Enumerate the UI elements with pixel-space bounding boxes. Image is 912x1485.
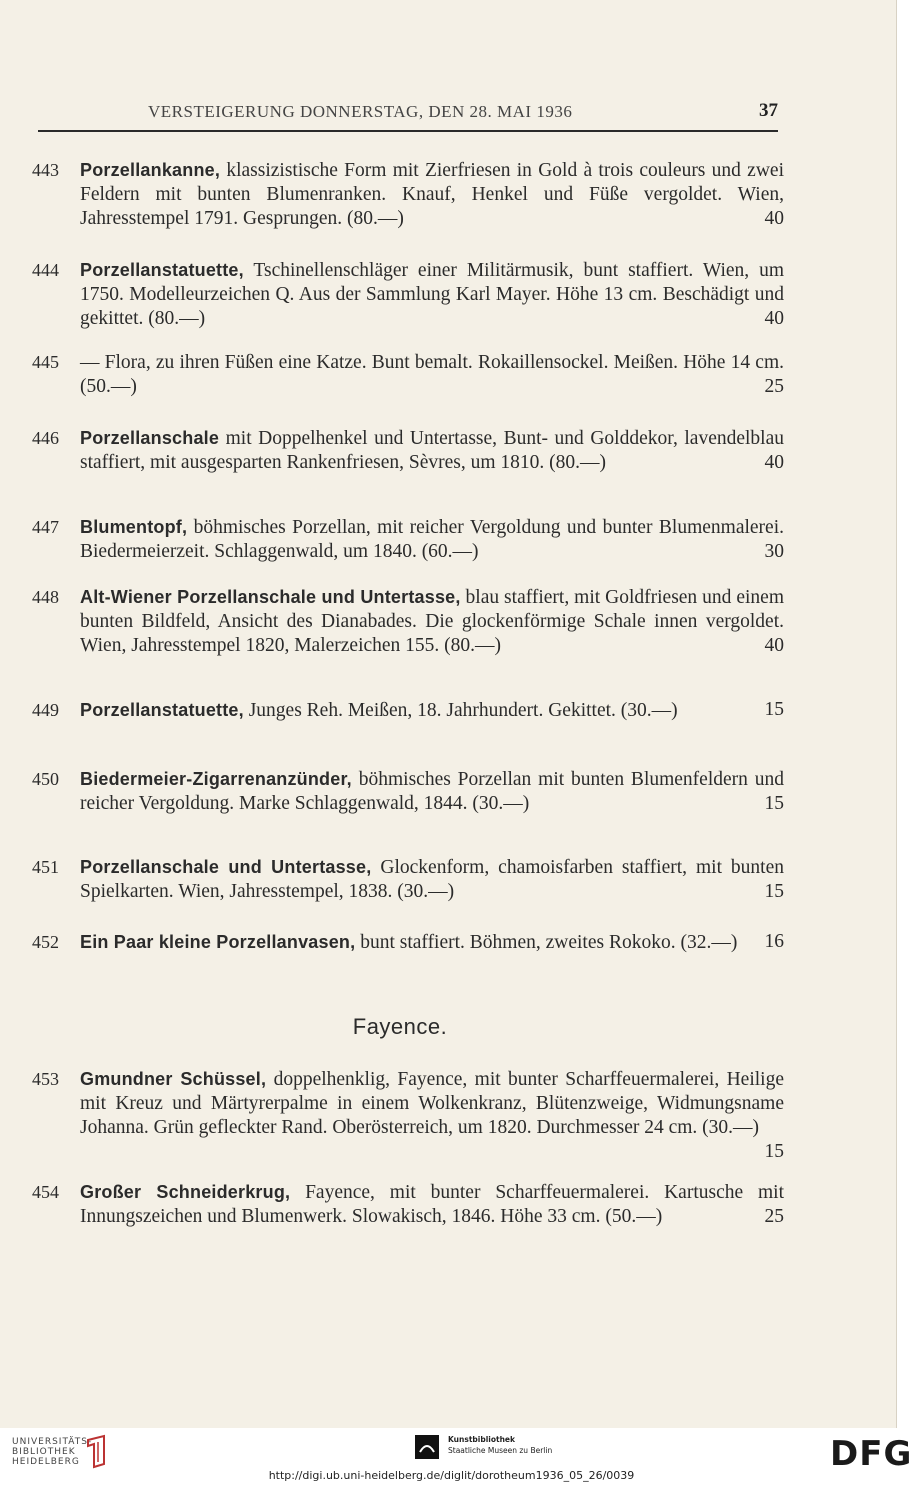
lot-description: [80, 767, 784, 816]
lot-price: 40: [764, 452, 784, 473]
lot-price: 25: [764, 376, 784, 397]
lot-price: 25: [764, 1206, 784, 1227]
lot-text: Tschinellenschläger einer Militärmusik, bunt staffiert. Wien, um 1750. Modelleurzeichen Q. Aus der Sammlung Karl Mayer. Höhe 13 cm. Beschädigt und gekittet. (80.—): [80, 260, 784, 329]
lot-title: Großer Schneiderkrug,: [80, 1182, 291, 1202]
lot-entry: [32, 930, 784, 955]
source-url[interactable]: http://digi.ub.uni-heidelberg.de/diglit/dorotheum1936_05_26/0039: [268, 1469, 635, 1482]
lot-title: Porzellanstatuette,: [80, 700, 244, 720]
lot-description: [80, 1067, 784, 1162]
lot-text: — Flora, zu ihren Füßen eine Katze. Bunt bemalt. Rokaillensockel. Meißen. Höhe 14 cm. (50.—): [80, 352, 784, 397]
running-head: [38, 100, 778, 132]
lot-price: 40: [764, 635, 784, 656]
kb-subtitle: Staatliche Museen zu Berlin: [448, 1446, 553, 1455]
lot-entry: [32, 585, 784, 658]
university-library-logo[interactable]: [12, 1437, 92, 1467]
lot-entry: [32, 158, 784, 231]
lot-entry: [32, 1067, 784, 1164]
dfg-logo[interactable]: DFG: [830, 1434, 912, 1474]
lot-text: klassizistische Form mit Zierfriesen in Gold à trois couleurs und zwei Feldern mit bunten Blumenranken. Knauf, Henkel und Füße vergoldet. Wien, Jahresstempel 1791. Gesprungen. (80.—): [80, 160, 784, 229]
lot-description: [80, 698, 784, 723]
lot-title: Porzellanschale: [80, 428, 220, 448]
kb-name: Kunstbibliothek: [448, 1435, 516, 1444]
lot-price: 30: [764, 541, 784, 562]
lot-description: [80, 855, 784, 904]
lot-number: 443: [32, 160, 59, 180]
lot-price: 15: [764, 699, 784, 720]
section-title: Fayence.: [352, 1014, 448, 1039]
lot-number: 444: [32, 260, 59, 280]
lot-text: blau staffiert, mit Goldfriesen und einem bunten Bildfeld, Ansicht des Dianabades. Die glockenförmige Schale innen vergoldet. Wien, Jahresstempel 1820, Malerzeichen 155. (80.—): [80, 587, 784, 656]
lot-text: böhmisches Porzellan, mit reicher Vergoldung und bunter Blumenmalerei. Biedermeierzeit. Schlaggenwald, um 1840. (60.—): [80, 517, 784, 562]
lot-entry: [32, 1180, 784, 1229]
ub-logo-line: BIBLIOTHEK: [12, 1447, 76, 1457]
lot-title: Porzellanstatuette,: [80, 260, 244, 280]
lot-description: [80, 585, 784, 658]
lot-price: 40: [764, 308, 784, 329]
lot-text: Glockenform, chamoisfarben staffiert, mit bunten Spielkarten. Wien, Jahresstempel, 1838. (30.—): [80, 857, 785, 902]
lot-description: [80, 1180, 784, 1229]
lot-description: [80, 426, 784, 475]
lot-title: Porzellanschale und Untertasse,: [80, 857, 372, 877]
lot-entry: [32, 515, 784, 564]
page-number: 37: [759, 100, 778, 121]
lot-text: bunt staffiert. Böhmen, zweites Rokoko. (32.—): [355, 932, 738, 953]
lot-description: [80, 350, 784, 399]
lot-entry: [32, 698, 784, 723]
lot-number: 454: [32, 1182, 59, 1202]
lot-number: 448: [32, 587, 59, 607]
lot-text: mit Doppelhenkel und Untertasse, Bunt- und Golddekor, lavendelblau staffiert, mit ausgesparten Rankenfriesen, Sèvres, um 1810. (80.—): [80, 428, 784, 473]
lot-text: doppelhenklig, Fayence, mit bunter Scharffeuermalerei, Heilige mit Kreuz und Märtyrerpalme in einem Wolkenkranz, Blütenzweige, Widmungsname Johanna. Grün gefleckter Rand. Oberösterreich, um 1820. Durchmesser 24 cm. (30.—): [80, 1069, 784, 1138]
lot-description: [80, 258, 784, 331]
lot-text: Fayence, mit bunter Scharffeuermalerei. Kartusche mit Innungszeichen und Blumenwerk. Slowakisch, 1846. Höhe 33 cm. (50.—): [80, 1182, 784, 1227]
lot-description: [80, 158, 784, 231]
running-title: VERSTEIGERUNG DONNERSTAG, DEN 28. MAI 1936: [148, 102, 573, 121]
lot-text: böhmisches Porzellan mit bunten Blumenfeldern und reicher Vergoldung. Marke Schlaggenwald, 1844. (30.—): [80, 769, 784, 814]
lot-title: Alt-Wiener Porzellanschale und Untertasse,: [80, 587, 461, 607]
lot-number: 446: [32, 428, 59, 448]
kunstbibliothek-logo[interactable]: [448, 1434, 552, 1456]
lot-number: 452: [32, 932, 59, 952]
lot-title: Porzellankanne,: [80, 160, 221, 180]
lot-title: Blumentopf,: [80, 517, 188, 537]
lot-price: 15: [764, 1141, 784, 1162]
lot-price: 15: [764, 881, 784, 902]
lot-number: 447: [32, 517, 59, 537]
lot-title: Biedermeier-Zigarrenanzünder,: [80, 769, 352, 789]
ub-logo-line: UNIVERSITÄTS-: [12, 1437, 93, 1447]
lot-entry: [32, 350, 784, 399]
lot-description: [80, 930, 784, 955]
lot-price: 16: [764, 931, 784, 952]
lot-number: 445: [32, 352, 59, 372]
lot-entry: [32, 426, 784, 475]
lot-entry: [32, 258, 784, 331]
lot-description: [80, 515, 784, 564]
lot-number: 453: [32, 1069, 59, 1089]
kunstbibliothek-emblem-icon: [414, 1434, 440, 1460]
lot-number: 449: [32, 700, 59, 720]
lot-entry: [32, 767, 784, 816]
lot-title: Gmundner Schüssel,: [80, 1069, 267, 1089]
ub-emblem-icon: [84, 1434, 110, 1468]
lot-price: 40: [764, 208, 784, 229]
lot-number: 450: [32, 769, 59, 789]
lot-title: Ein Paar kleine Porzellanvasen,: [80, 932, 356, 952]
lot-text: Junges Reh. Meißen, 18. Jahrhundert. Gekittet. (30.—): [243, 700, 678, 721]
lot-entry: [32, 855, 784, 904]
lot-number: 451: [32, 857, 59, 877]
ub-logo-line: HEIDELBERG: [12, 1457, 80, 1467]
lot-price: 15: [764, 793, 784, 814]
